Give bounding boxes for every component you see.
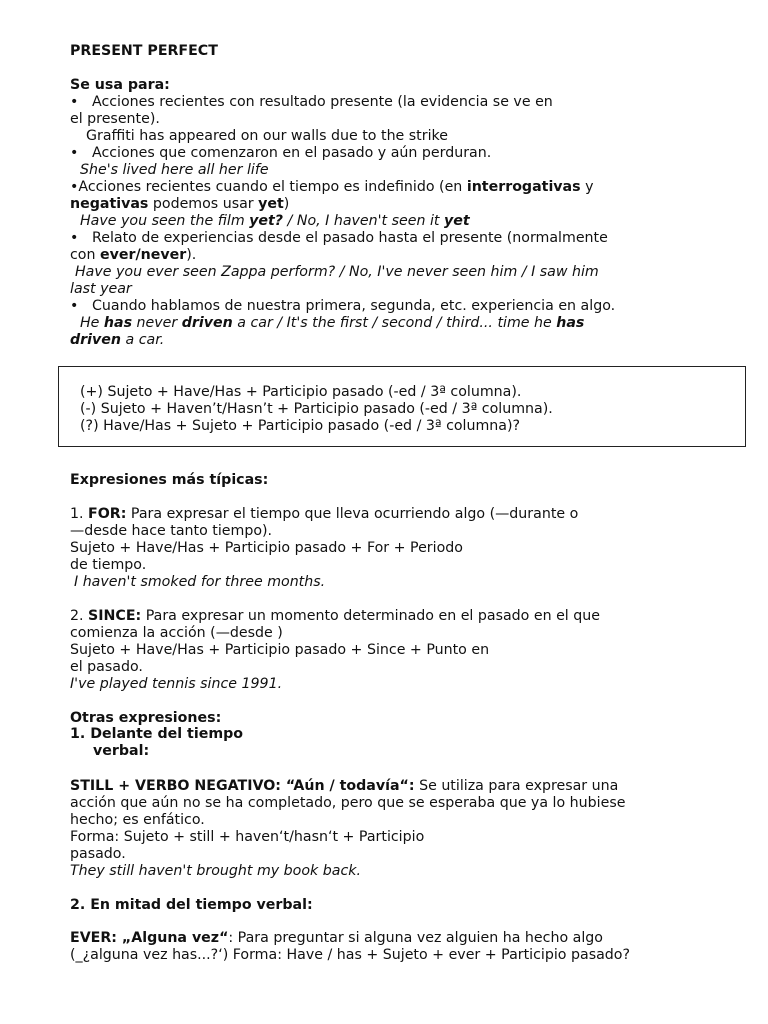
bullet: • — [70, 298, 79, 314]
still-example: They still haven't brought my book back. — [70, 863, 361, 879]
still-formula-1: Forma: Sujeto + still + haven‘t/hasn‘t + Participio — [70, 829, 425, 845]
use-4-line-1: Relato de experiencias desde el pasado hasta el presente (normalmente — [92, 230, 608, 246]
bullet: • — [70, 230, 79, 246]
ever-line-2: (_¿alguna vez has...?‘) Forma: Have / has + Sujeto + ever + Participio pasado? — [70, 947, 630, 963]
for-line-1: 1. FOR: Para expresar el tiempo que lleva ocurriendo algo (—durante o — [70, 506, 579, 522]
use-2-example: She's lived here all her life — [80, 162, 269, 178]
other-sub-1-line-1: 1. Delante del tiempo — [70, 726, 244, 742]
for-line-2: —desde hace tanto tiempo). — [70, 523, 273, 539]
for-formula-2: de tiempo. — [70, 557, 147, 573]
uses-heading: Se usa para: — [70, 77, 170, 93]
question-structure: (?) Have/Has + Sujeto + Participio pasado (-ed / 3ª columna)? — [80, 418, 521, 434]
use-2-text: Acciones que comenzaron en el pasado y aún perduran. — [92, 145, 492, 161]
page-title: PRESENT PERFECT — [70, 43, 218, 59]
use-1-line-1: Acciones recientes con resultado presente (la evidencia se ve en — [92, 94, 553, 110]
use-5-example-line-2: driven a car. — [70, 332, 165, 348]
still-line-1: STILL + VERBO NEGATIVO: “Aún / todavía“: Se utiliza para expresar una — [70, 778, 619, 794]
bullet: • — [70, 145, 79, 161]
since-line-1: 2. SINCE: Para expresar un momento determinado en el pasado en el que — [70, 608, 600, 624]
use-1-example: Graffiti has appeared on our walls due to the strike — [86, 128, 448, 144]
expressions-heading: Expresiones más típicas: — [70, 472, 269, 488]
still-line-2: acción que aún no se ha completado, pero que se esperaba que ya lo hubiese — [70, 795, 626, 811]
since-formula-2: el pasado. — [70, 659, 143, 675]
bullet: • — [70, 94, 79, 110]
other-heading: Otras expresiones: — [70, 710, 222, 726]
since-example: I've played tennis since 1991. — [70, 676, 283, 692]
other-sub-2: 2. En mitad del tiempo verbal: — [70, 897, 313, 913]
still-line-3: hecho; es enfático. — [70, 812, 205, 828]
affirmative-structure: (+) Sujeto + Have/Has + Participio pasado (-ed / 3ª columna). — [80, 384, 522, 400]
for-example: I haven't smoked for three months. — [74, 574, 326, 590]
use-3-line-2: negativas podemos usar yet) — [70, 196, 290, 212]
other-sub-1-line-2: verbal: — [93, 743, 150, 759]
ever-line-1: EVER: „Alguna vez“: Para preguntar si alguna vez alguien ha hecho algo — [70, 930, 603, 946]
use-4-example-2: last year — [70, 281, 132, 297]
negative-structure: (-) Sujeto + Haven’t/Hasn’t + Participio pasado (-ed / 3ª columna). — [80, 401, 553, 417]
use-5-text: Cuando hablamos de nuestra primera, segunda, etc. experiencia en algo. — [92, 298, 616, 314]
bullet: • — [70, 179, 79, 195]
use-1-line-2: el presente). — [70, 111, 160, 127]
still-formula-2: pasado. — [70, 846, 126, 862]
use-5-example-line-1: He has never driven a car / It's the first / second / third... time he has — [80, 315, 585, 331]
use-3-line-1: •Acciones recientes cuando el tiempo es indefinido (en interrogativas y — [70, 179, 594, 195]
since-line-2: comienza la acción (—desde ) — [70, 625, 283, 641]
for-formula-1: Sujeto + Have/Has + Participio pasado + For + Periodo — [70, 540, 463, 556]
since-formula-1: Sujeto + Have/Has + Participio pasado + Since + Punto en — [70, 642, 490, 658]
use-4-line-2: con ever/never). — [70, 247, 197, 263]
use-4-example-1: Have you ever seen Zappa perform? / No, I've never seen him / I saw him — [75, 264, 599, 280]
use-3-example: Have you seen the film yet? / No, I haven't seen it yet — [80, 213, 470, 229]
